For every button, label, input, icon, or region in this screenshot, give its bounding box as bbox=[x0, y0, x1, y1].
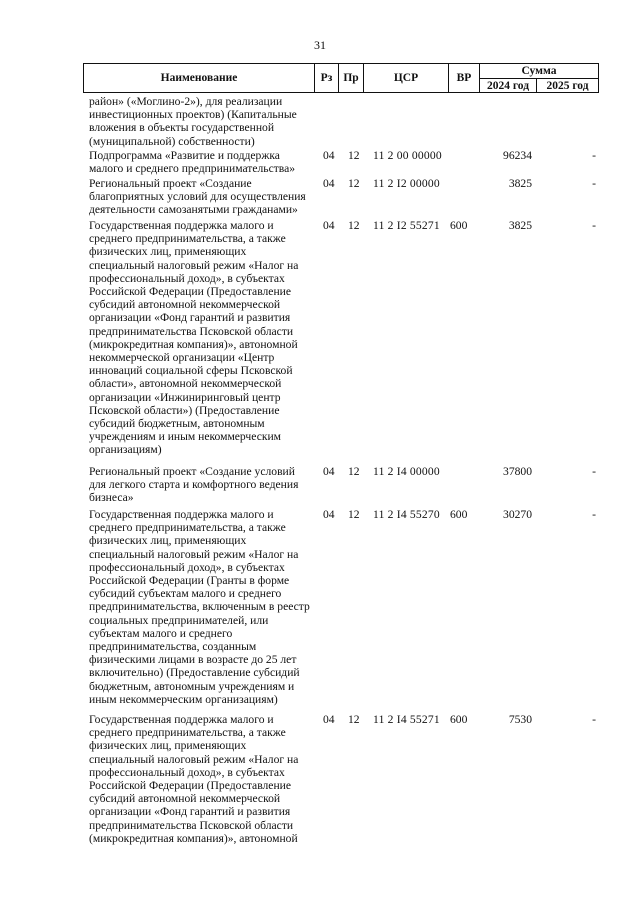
row-name: Государственная поддержка малого и среднего предпринимательства, а также физических лиц, применяющих специальный налоговый режим «Налог на профессиональный доход», в субъектах Российской Федерации (Гранты в форме субсидий субъектам малого и среднего предпринимательства, включенным в реестр социальных предпринимателей, или субъектам малого и среднего предпринимательства, созданным физическими лицами в возрасте до 25 лет включительно) (Предоставление субсидий бюджетным, автономным учреждениям и иным некоммерческим организациям) bbox=[89, 508, 310, 706]
row-csr: 11 2 00 00000 bbox=[373, 149, 442, 162]
row-pr: 12 bbox=[348, 508, 360, 521]
header-csr: ЦСР bbox=[363, 63, 449, 93]
row-rz: 04 bbox=[323, 713, 335, 726]
row-name: Региональный проект «Создание благоприятных условий для осуществления деятельности самозанятыми гражданами» bbox=[89, 177, 306, 217]
row-rz: 04 bbox=[323, 508, 335, 521]
row-sum-2024: 30270 bbox=[503, 508, 532, 521]
header-2025: 2025 год bbox=[536, 78, 599, 93]
header-sum: Сумма bbox=[479, 63, 599, 79]
row-pr: 12 bbox=[348, 177, 360, 190]
row-sum-2024: 3825 bbox=[508, 219, 532, 232]
row-rz: 04 bbox=[323, 465, 335, 478]
row-vr: 600 bbox=[450, 713, 468, 726]
row-pr: 12 bbox=[348, 219, 360, 232]
row-csr: 11 2 I2 55271 bbox=[373, 219, 440, 232]
row-sum-2024: 37800 bbox=[503, 465, 532, 478]
row-vr: 600 bbox=[450, 508, 468, 521]
header-pr: Пр bbox=[338, 63, 364, 93]
row-sum-2024: 7530 bbox=[508, 713, 532, 726]
row-name: Региональный проект «Создание условий для легкого старта и комфортного ведения бизнеса» bbox=[89, 465, 299, 505]
row-sum-2025: - bbox=[592, 219, 596, 232]
row-sum-2025: - bbox=[592, 177, 596, 190]
header-rz: Рз bbox=[314, 63, 339, 93]
row-vr: 600 bbox=[450, 219, 468, 232]
header-2024: 2024 год bbox=[479, 78, 537, 93]
row-name: Государственная поддержка малого и среднего предпринимательства, а также физических лиц, применяющих специальный налоговый режим «Налог на профессиональный доход», в субъектах Российской Федерации (Предоставление субсидий автономной некоммерческой организации «Фонд гарантий и развития предпринимательства Псковской области (микрокредитная компания)», автономной bbox=[89, 713, 299, 845]
row-rz: 04 bbox=[323, 177, 335, 190]
table-header bbox=[83, 63, 599, 93]
row-rz: 04 bbox=[323, 149, 335, 162]
row-csr: 11 2 I4 55271 bbox=[373, 713, 440, 726]
row-sum-2024: 96234 bbox=[503, 149, 532, 162]
row-name: Государственная поддержка малого и среднего предпринимательства, а также физических лиц, применяющих специальный налоговый режим «Налог на профессиональный доход», в субъектах Российской Федерации (Предоставление субсидий автономной некоммерческой организации «Фонд гарантий и развития предпринимательства Псковской области (микрокредитная компания)», автономной некоммерческой организации «Центр инноваций социальной сферы Псковской области», автономной некоммерческой организации «Инжиниринговый центр Псковской области») (Предоставление субсидий бюджетным, автономным учреждениям и иным некоммерческим организациям) bbox=[89, 219, 299, 457]
row-sum-2025: - bbox=[592, 465, 596, 478]
row-pr: 12 bbox=[348, 713, 360, 726]
row-name: Подпрограмма «Развитие и поддержка малого и среднего предпринимательства» bbox=[89, 149, 296, 176]
header-name: Наименование bbox=[83, 63, 315, 93]
row-rz: 04 bbox=[323, 219, 335, 232]
row-pr: 12 bbox=[348, 465, 360, 478]
page-number: 31 bbox=[314, 38, 326, 52]
row-pr: 12 bbox=[348, 149, 360, 162]
row-csr: 11 2 I4 55270 bbox=[373, 508, 440, 521]
row-sum-2025: - bbox=[592, 713, 596, 726]
row-sum-2024: 3825 bbox=[508, 177, 532, 190]
row-name: район» («Моглино-2»), для реализации инвестиционных проектов) (Капитальные вложения в объекты государственной (муниципальной) собственности) bbox=[89, 95, 297, 148]
row-sum-2025: - bbox=[592, 508, 596, 521]
row-csr: 11 2 I4 00000 bbox=[373, 465, 440, 478]
row-sum-2025: - bbox=[592, 149, 596, 162]
header-vr: ВР bbox=[448, 63, 480, 93]
row-csr: 11 2 I2 00000 bbox=[373, 177, 440, 190]
